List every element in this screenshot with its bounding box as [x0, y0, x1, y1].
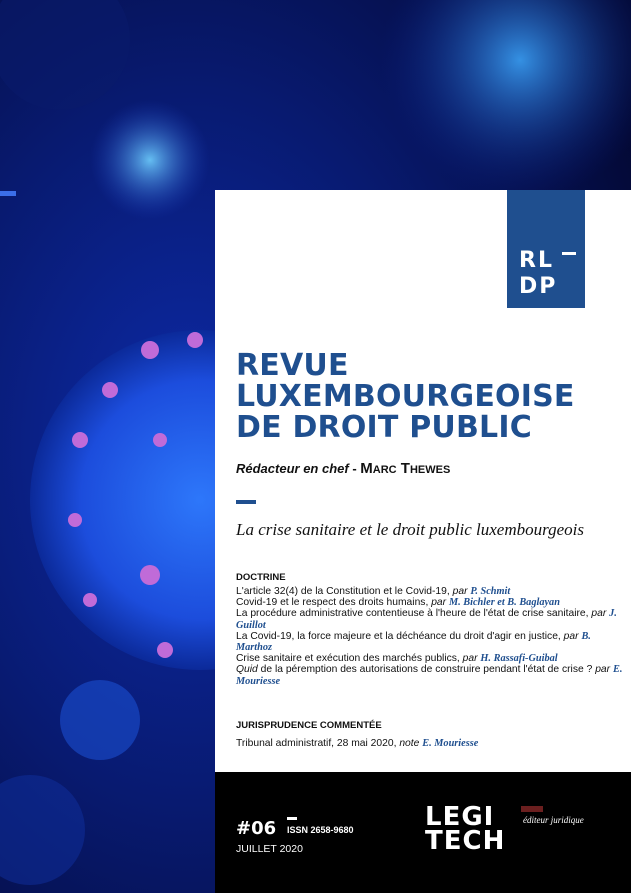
- issn-dash: [287, 817, 297, 820]
- entry-title: de la péremption des autorisations de construire pendant l'état de crise ?: [260, 664, 593, 676]
- entry-author: P. Schmit: [470, 586, 511, 597]
- rldp-logo: [507, 190, 585, 308]
- left-accent-bar: [0, 191, 16, 196]
- jurisprudence-author: E. Mouriesse: [422, 738, 479, 749]
- doctrine-entry: [236, 608, 626, 630]
- publisher-line1: LEGI: [425, 802, 495, 832]
- entry-author: J. Guillot: [236, 608, 617, 631]
- title-line1: REVUE: [236, 348, 349, 383]
- title-line2: LUXEMBOURGEOISE: [236, 379, 575, 414]
- logo-line1: RL: [519, 248, 554, 273]
- doctrine-entry: [236, 664, 626, 686]
- entry-title: Crise sanitaire et exécution des marchés publics,: [236, 653, 460, 665]
- jurisprudence-heading: JURISPRUDENCE COMMENTÉE: [236, 720, 382, 731]
- jurisprudence-entry: [236, 738, 478, 749]
- doctrine-entry: [236, 631, 626, 653]
- section-rule: [236, 500, 256, 504]
- title-line3: DE DROIT PUBLIC: [236, 410, 532, 445]
- doctrine-heading: DOCTRINE: [236, 572, 286, 583]
- publisher-accent-bar: [521, 806, 543, 812]
- jurisprudence-text: Tribunal administratif, 28 mai 2020,: [236, 738, 397, 749]
- entry-author: M. Bichler et B. Baglayan: [448, 597, 560, 609]
- entry-author: B. Marthoz: [236, 630, 591, 654]
- doctrine-entry: [236, 653, 626, 664]
- entry-title: La Covid-19, la force majeure et la déchéance du droit d'agir en justice,: [236, 630, 561, 642]
- footer-band: [215, 772, 631, 893]
- doctrine-entry: [236, 597, 626, 608]
- entry-par: par: [431, 597, 447, 609]
- journal-title: [236, 350, 575, 443]
- entry-par: par: [591, 608, 607, 620]
- entry-author: E. Mouriesse: [236, 664, 623, 687]
- editor-name: Marc Thewes: [360, 460, 451, 477]
- issue-number: #06: [236, 818, 277, 839]
- entry-title: Covid-19 et le respect des droits humains,: [236, 597, 429, 609]
- editor-line: [236, 460, 450, 477]
- issue-date: JUILLET 2020: [236, 843, 303, 855]
- entry-title: La procédure administrative contentieuse à l'heure de l'état de crise sanitaire,: [236, 608, 589, 620]
- logo-line2: DP: [519, 274, 558, 299]
- entry-quid: Quid: [236, 664, 258, 676]
- logo-dash: [562, 252, 576, 255]
- editor-role: Rédacteur en chef: [236, 461, 349, 476]
- jurisprudence-note: note: [399, 738, 420, 749]
- entry-title: L'article 32(4) de la Constitution et le Covid-19,: [236, 586, 450, 597]
- doctrine-list: [236, 586, 626, 687]
- entry-par: par: [452, 586, 468, 597]
- publisher-tagline: éditeur juridique: [523, 815, 584, 825]
- entry-author: H. Rassafi-Guibal: [480, 653, 558, 665]
- publisher-line2: TECH: [425, 826, 506, 856]
- issn: ISSN 2658-9680: [287, 825, 354, 835]
- legitech-logo: [425, 802, 506, 856]
- issue-theme: La crise sanitaire et le droit public luxembourgeois: [236, 520, 584, 539]
- entry-par: par: [462, 653, 478, 665]
- doctrine-entry: [236, 586, 626, 597]
- editor-separator: -: [352, 461, 357, 476]
- entry-par: par: [563, 630, 579, 642]
- entry-par: par: [595, 664, 611, 676]
